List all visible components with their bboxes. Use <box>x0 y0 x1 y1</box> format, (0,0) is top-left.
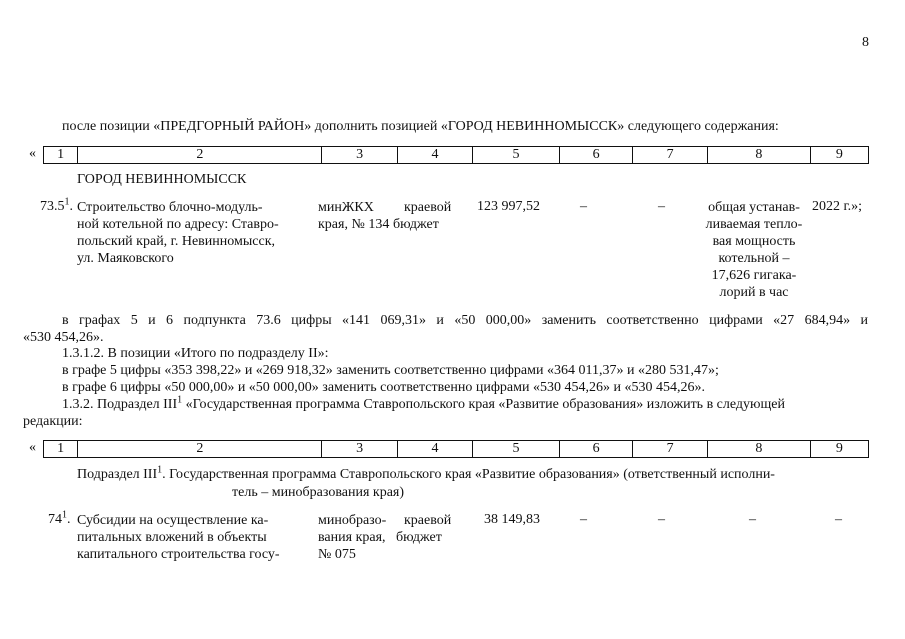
paragraph-line: в графе 6 цифры «50 000,00» и «50 000,00» заменить соответственно цифрами «530 454,26» и «530 454,26». <box>62 380 705 395</box>
capacity-line: ливаемая тепло- <box>705 217 803 232</box>
col-header: 2 <box>77 441 321 457</box>
row-number <box>40 196 73 215</box>
col-header: 3 <box>321 147 396 163</box>
desc-line: польский край, г. Невинномысск, <box>77 234 275 249</box>
col-header: 9 <box>810 441 868 457</box>
exec-line: края, № 134 <box>318 217 390 232</box>
page-number: 8 <box>862 35 869 50</box>
row-number-main: 74 <box>48 512 62 527</box>
paragraph-line: «530 454,26». <box>23 330 104 345</box>
paragraph-line <box>62 394 785 413</box>
row-capacity <box>699 199 809 301</box>
row-amount: 123 997,52 <box>477 199 540 214</box>
source-line: краевой <box>404 513 452 528</box>
row-col6: – <box>580 199 587 214</box>
source-line: бюджет <box>396 530 442 545</box>
section-title: ГОРОД НЕВИННОМЫССК <box>77 172 247 187</box>
row-executor <box>318 199 389 233</box>
row-col8: – <box>749 512 756 527</box>
row-description <box>77 199 279 267</box>
row-number <box>48 509 71 528</box>
desc-line: ной котельной по адресу: Ставро- <box>77 217 279 232</box>
capacity-line: общая устанав- <box>708 200 800 215</box>
open-quote: « <box>29 146 36 161</box>
section-title <box>77 464 775 483</box>
open-quote: « <box>29 440 36 455</box>
row-number-sup: 1 <box>64 196 70 208</box>
row-year: 2022 г.»; <box>812 199 863 214</box>
col-header: 8 <box>707 147 810 163</box>
row-col6: – <box>580 512 587 527</box>
row-col7: – <box>658 199 665 214</box>
desc-line: Строительство блочно-модуль- <box>77 200 263 215</box>
row-description <box>77 512 280 563</box>
exec-line: вания края, <box>318 530 386 545</box>
capacity-line: лорий в час <box>719 285 789 300</box>
desc-line: капитального строительства госу- <box>77 547 280 562</box>
source-line: бюджет <box>393 217 439 232</box>
row-amount: 38 149,83 <box>484 512 540 527</box>
capacity-line: вая мощность <box>712 234 796 249</box>
col-header: 7 <box>632 441 706 457</box>
paragraph-line: в графе 5 цифры «353 398,22» и «269 918,32» заменить соответственно цифрами «364 011,37» и «280 531,47»; <box>62 363 719 378</box>
col-header: 4 <box>397 441 472 457</box>
capacity-line: 17,626 гигака- <box>711 268 797 283</box>
paragraph-part: «Государственная программа Ставропольского края «Развитие образования» изложить в следующей <box>182 397 785 412</box>
table1-header <box>43 146 869 164</box>
desc-line: питальных вложений в объекты <box>77 530 267 545</box>
source-line: краевой <box>404 200 452 215</box>
intro-text: после позиции «ПРЕДГОРНЫЙ РАЙОН» дополнить позицией «ГОРОД НЕВИННОМЫССК» следующего содержания: <box>62 119 779 134</box>
paragraph-line: в графах 5 и 6 подпункта 73.6 цифры «141 069,31» и «50 000,00» заменить соответственно цифрами «27 684,94» и <box>62 313 868 328</box>
table2-header <box>43 440 869 458</box>
row-source <box>393 512 451 546</box>
col-header: 8 <box>707 441 810 457</box>
col-header: 9 <box>810 147 868 163</box>
paragraph-part: 1.3.2. Подраздел III <box>62 397 178 412</box>
col-header: 5 <box>472 441 559 457</box>
row-number-main: 73.5 <box>40 199 65 214</box>
exec-line: минЖКХ <box>318 200 374 215</box>
row-source <box>393 199 451 233</box>
col-header: 6 <box>559 441 632 457</box>
col-header: 3 <box>321 441 396 457</box>
col-header: 1 <box>57 441 65 456</box>
col-header: 5 <box>472 147 559 163</box>
col-header: 7 <box>632 147 706 163</box>
paragraph-line: 1.3.1.2. В позиции «Итого по подразделу II»: <box>62 346 329 361</box>
paragraph-line: редакции: <box>23 414 83 429</box>
paragraph-sup: 1 <box>177 394 183 406</box>
row-number-dot: . <box>69 199 73 214</box>
row-col9: – <box>835 512 842 527</box>
section-title-line2: тель – минобразования края) <box>232 485 405 500</box>
desc-line: Субсидии на осуществление ка- <box>77 513 269 528</box>
section-title-sup: 1 <box>157 464 163 476</box>
row-number-dot: . <box>67 512 71 527</box>
col-header: 4 <box>397 147 472 163</box>
capacity-line: котельной – <box>718 251 790 266</box>
exec-line: минобразо- <box>318 513 387 528</box>
col-header: 1 <box>57 147 65 162</box>
section-title-part: . Государственная программа Ставропольского края «Развитие образования» (ответственный исполни- <box>162 467 775 482</box>
row-executor <box>318 512 386 563</box>
row-col7: – <box>658 512 665 527</box>
section-title-part: Подраздел III <box>77 467 158 482</box>
col-header: 2 <box>77 147 321 163</box>
col-header: 6 <box>559 147 632 163</box>
row-number-sup: 1 <box>62 509 67 521</box>
desc-line: ул. Маяковского <box>77 251 174 266</box>
exec-line: № 075 <box>318 547 356 562</box>
